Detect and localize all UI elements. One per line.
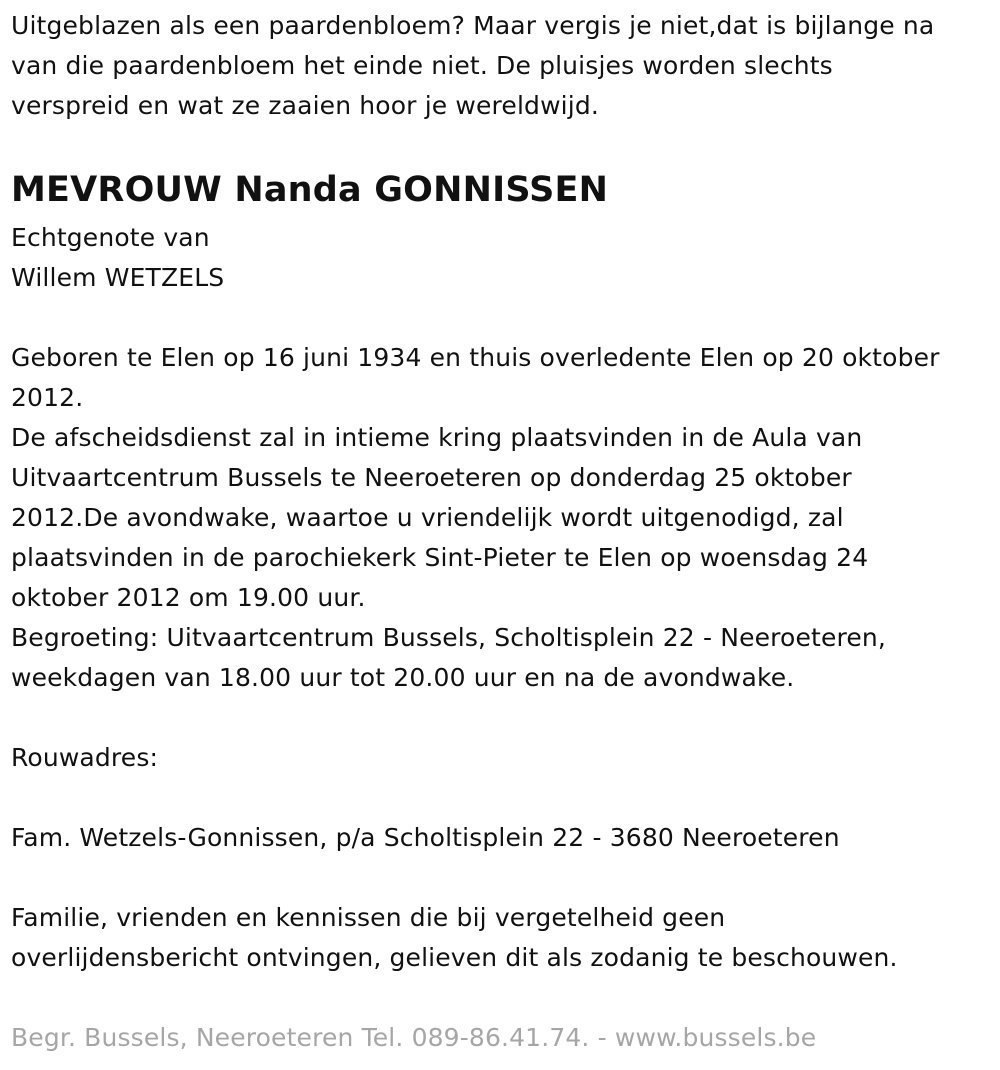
detail-line: oktober 2012 om 19.00 uur. <box>11 583 366 612</box>
detail-line: weekdagen van 18.00 uur tot 20.00 uur en na de avondwake. <box>11 663 795 692</box>
poem <box>11 6 990 126</box>
footer-contact: Begr. Bussels, Neeroeteren Tel. 089-86.41.74. - www.bussels.be <box>11 1023 817 1052</box>
spacer <box>11 858 990 898</box>
poem-line: verspreid en wat ze zaaien hoor je wereldwijd. <box>11 91 599 120</box>
address-value: Fam. Wetzels-Gonnissen, p/a Scholtisplein 22 - 3680 Neeroeteren <box>11 823 840 852</box>
address-label: Rouwadres: <box>11 743 159 772</box>
poem-line: van die paardenbloem het einde niet. De pluisjes worden slechts <box>11 51 833 80</box>
detail-line: Geboren te Elen op 16 juni 1934 en thuis overledente Elen op 20 oktober <box>11 343 940 372</box>
detail-line: De afscheidsdienst zal in intieme kring plaatsvinden in de Aula van <box>11 423 863 452</box>
spacer <box>11 778 990 818</box>
detail-line: 2012. <box>11 383 84 412</box>
spacer <box>11 698 990 738</box>
funeral-details <box>11 338 990 698</box>
detail-line: plaatsvinden in de parochiekerk Sint-Pieter te Elen op woensdag 24 <box>11 543 869 572</box>
spacer <box>11 978 990 1018</box>
notice-line: overlijdensbericht ontvingen, gelieven dit als zodanig te beschouwen. <box>11 943 898 972</box>
spacer <box>11 298 990 338</box>
poem-line: Uitgeblazen als een paardenbloem? Maar vergis je niet,dat is bijlange na <box>11 11 935 40</box>
notice <box>11 898 990 978</box>
deceased-name: MEVROUW Nanda GONNISSEN <box>11 170 609 210</box>
notice-line: Familie, vrienden en kennissen die bij vergetelheid geen <box>11 903 726 932</box>
relation-label: Echtgenote van <box>11 223 210 252</box>
detail-line: Uitvaartcentrum Bussels te Neeroeteren op donderdag 25 oktober <box>11 463 852 492</box>
detail-line: Begroeting: Uitvaartcentrum Bussels, Scholtisplein 22 - Neeroeteren, <box>11 623 886 652</box>
detail-line: 2012.De avondwake, waartoe u vriendelijk wordt uitgenodigd, zal <box>11 503 844 532</box>
spouse-name: Willem WETZELS <box>11 263 225 292</box>
